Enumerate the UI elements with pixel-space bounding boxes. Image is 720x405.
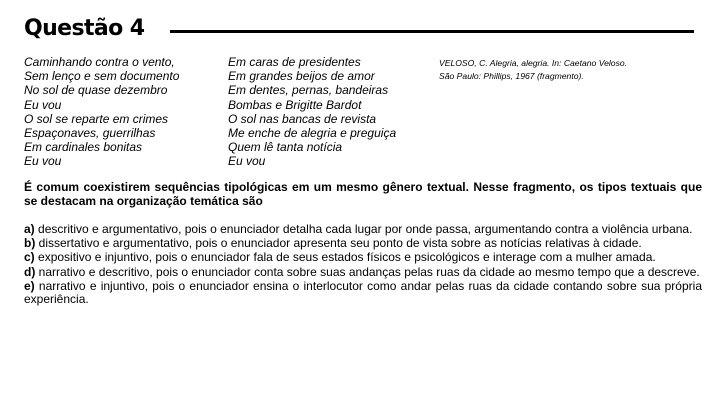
- poem-line: Eu vou: [24, 97, 62, 112]
- option-text: narrativo e descritivo, pois o enunciador conta sobre suas andanças pelas ruas da cidade ao mesmo tempo que a descreve.: [38, 264, 700, 279]
- source-line: São Paulo: Phillips, 1967 (fragmento).: [439, 71, 584, 81]
- option-b[interactable]: [24, 237, 702, 251]
- option-d[interactable]: [24, 266, 702, 280]
- poem-line: Sem lenço e sem documento: [24, 69, 180, 84]
- option-letter: b): [24, 236, 36, 251]
- answer-options: [24, 223, 702, 308]
- poem-source-citation: [439, 57, 627, 83]
- poem-line: Espaçonaves, guerrilhas: [24, 126, 156, 141]
- poem-line: O sol se reparte em crimes: [24, 111, 169, 126]
- poem-line: Em dentes, pernas, bandeiras: [228, 83, 389, 98]
- option-text: dissertativo e argumentativo, pois o enunciador apresenta seu ponto de vista sobre as notícias relativas à cidade.: [38, 236, 642, 251]
- option-letter: e): [24, 278, 35, 293]
- option-text: descritivo e argumentativo, pois o enunciador detalha cada lugar por onde passa, argumentando contra a violência urbana.: [38, 222, 693, 236]
- option-a[interactable]: [24, 223, 702, 237]
- option-text: expositivo e injuntivo, pois o enunciador fala de seus estados físicos e psicológicos e interage com a mulher amada.: [38, 250, 656, 265]
- poem-line: Bombas e Brigitte Bardot: [228, 97, 362, 112]
- source-line: VELOSO, C. Alegria, alegria. In: Caetano Veloso.: [439, 58, 628, 68]
- poem-line: Eu vou: [228, 154, 266, 169]
- poem-line: Em caras de presidentes: [228, 55, 361, 69]
- question-statement: É comum coexistirem sequências tipológicas em um mesmo gênero textual. Nesse fragmento, os tipos textuais que se destacam na organização temática são: [24, 180, 702, 208]
- question-title: Questão 4: [24, 16, 145, 41]
- poem-column-2: [228, 55, 396, 169]
- poem-line: Em cardinales bonitas: [24, 140, 143, 155]
- option-letter: a): [24, 222, 35, 236]
- question-header: [24, 14, 694, 48]
- poem-line: Em grandes beijos de amor: [228, 69, 375, 84]
- poem-line: No sol de quase dezembro: [24, 83, 168, 98]
- poem-line: Quem lê tanta notícia: [228, 140, 343, 155]
- poem-line: Me enche de alegria e preguiça: [228, 126, 397, 141]
- poem-column-1: [24, 55, 179, 169]
- option-c[interactable]: [24, 251, 702, 265]
- option-e[interactable]: [24, 280, 702, 307]
- poem-line: Caminhando contra o vento,: [24, 55, 175, 69]
- poem-line: Eu vou: [24, 154, 62, 169]
- option-letter: c): [24, 250, 35, 265]
- option-letter: d): [24, 264, 36, 279]
- title-rule: [170, 30, 694, 33]
- poem-line: O sol nas bancas de revista: [228, 111, 377, 126]
- option-text: narrativo e injuntivo, pois o enunciador ensina o interlocutor como andar pelas ruas da cidade contando sobre sua própria experiência.: [24, 278, 702, 307]
